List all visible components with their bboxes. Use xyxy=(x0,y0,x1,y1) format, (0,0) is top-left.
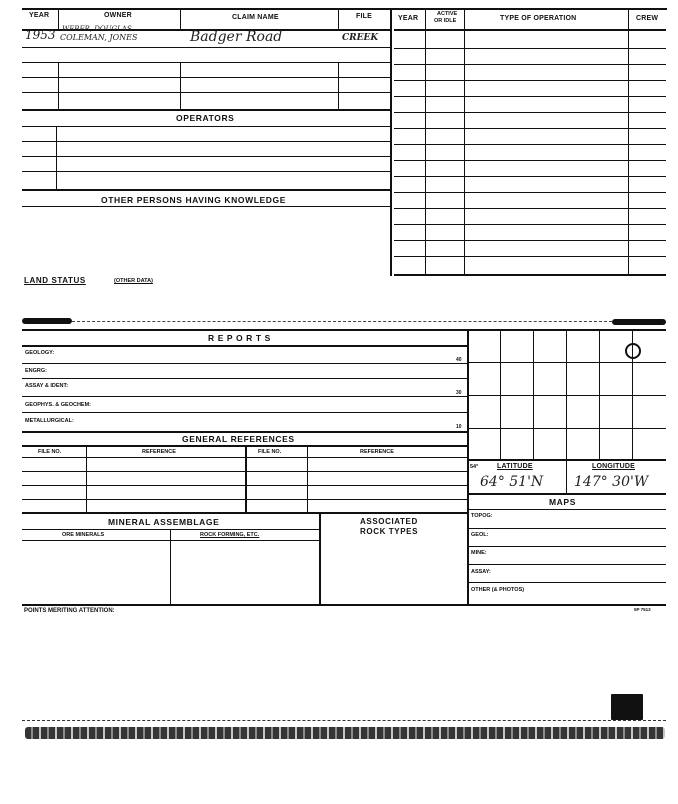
entry-owner-line2: COLEMAN, JONES xyxy=(60,33,138,42)
col-crew-header: CREW xyxy=(636,15,659,22)
scan-smudge-left xyxy=(22,318,72,324)
report-engrg: ENGRG: xyxy=(25,368,47,374)
entry-year: 1953 xyxy=(25,28,56,42)
associated-header-2: ROCK TYPES xyxy=(360,527,419,536)
general-references-title: GENERAL REFERENCES xyxy=(182,434,295,444)
scan-smudge-right xyxy=(612,319,666,325)
map-geol: GEOL: xyxy=(471,532,489,538)
longitude-label: LONGITUDE xyxy=(592,463,636,470)
circle-mark-icon xyxy=(625,343,641,359)
scan-block-artifact xyxy=(611,694,643,720)
ore-minerals-header: ORE MINERALS xyxy=(62,532,105,538)
report-geophys: GEOPHYS. & GEOCHEM: xyxy=(25,402,92,408)
rock-forming-header: ROCK FORMING, ETC. xyxy=(200,532,260,538)
col-owner-header: OWNER xyxy=(104,12,132,19)
header-underline-right xyxy=(394,29,666,31)
associated-header-1: ASSOCIATED xyxy=(360,517,418,526)
report-metallurgical: METALLURGICAL: xyxy=(25,418,74,424)
entry-claim-name: Badger Road xyxy=(190,29,283,45)
corner-mark: 54° xyxy=(470,464,479,470)
report-assay: ASSAY & IDENT: xyxy=(25,383,69,389)
map-mine: MINE: xyxy=(471,550,487,556)
form-number: 5P 7513 xyxy=(634,607,651,612)
land-status-note: (OTHER DATA) xyxy=(114,278,153,284)
longitude-value: 147° 30'W xyxy=(574,474,649,490)
scan-noise-band xyxy=(25,727,665,739)
operators-title: OPERATORS xyxy=(176,113,235,123)
ref-col-file-no-2: FILE NO. xyxy=(258,449,282,455)
other-persons-title: OTHER PERSONS HAVING KNOWLEDGE xyxy=(101,195,287,205)
claim-record-card: YEAR OWNER CLAIM NAME FILE YEAR ACTIVE OR IDLE TYPE OF OPERATION CREW 1953 WEBER, DOUGLAS COLEMAN, JONES Badger Road CREEK OPERATORS OTHER PERSONS HAVING KNOWLEDGE LAND STATUS (OTHER DATA) R E P O R T S GEOLOGY: 40 ENGRG: ASSAY & IDENT: 30 GEOPHYS. & GEOCHEM: METALLURGICAL: 10 GENERAL REFERENCES FILE NO. REFERENCE FILE NO. REFERENCE MINERAL ASSEMBLAGE ORE MINERALS ROCK FORMING, ETC. ASSOCIATED ROCK TYPES 54° LATITUDE LONGITUDE 64° 51'N 147° 30'W MAPS TOPOG: GEOL: MINE: ASSAY: OTHER (& PHOTOS) POINTS MERITING ATTENTION: 5P 7513 xyxy=(0,0,678,804)
reports-title: R E P O R T S xyxy=(208,333,271,343)
entry-owner-line1: WEBER, DOUGLAS xyxy=(62,25,132,33)
col-active-header: ACTIVE xyxy=(437,11,458,17)
land-status-title: LAND STATUS xyxy=(24,276,86,285)
col-year-header: YEAR xyxy=(29,12,50,19)
col-type-operation-header: TYPE OF OPERATION xyxy=(500,15,577,22)
map-assay: ASSAY: xyxy=(471,569,491,575)
col-idle-header: OR IDLE xyxy=(434,18,457,24)
col-year2-header: YEAR xyxy=(398,15,419,22)
top-border xyxy=(22,8,667,10)
report-geology: GEOLOGY: xyxy=(25,350,55,356)
entry-file: CREEK xyxy=(342,33,379,43)
ref-col-file-no-1: FILE NO. xyxy=(38,449,62,455)
map-topog: TOPOG: xyxy=(471,513,493,519)
center-divider xyxy=(390,9,392,276)
maps-title: MAPS xyxy=(549,497,576,507)
latitude-label: LATITUDE xyxy=(497,463,533,470)
ref-col-reference-2: REFERENCE xyxy=(360,449,394,455)
latitude-value: 64° 51'N xyxy=(480,474,544,490)
col-claim-name-header: CLAIM NAME xyxy=(232,14,279,21)
map-other: OTHER (& PHOTOS) xyxy=(471,587,525,593)
mineral-assemblage-title: MINERAL ASSEMBLAGE xyxy=(108,517,220,527)
points-meriting-attention: POINTS MERITING ATTENTION: xyxy=(24,608,115,614)
col-file-header: FILE xyxy=(356,13,372,20)
ref-col-reference-1: REFERENCE xyxy=(142,449,176,455)
